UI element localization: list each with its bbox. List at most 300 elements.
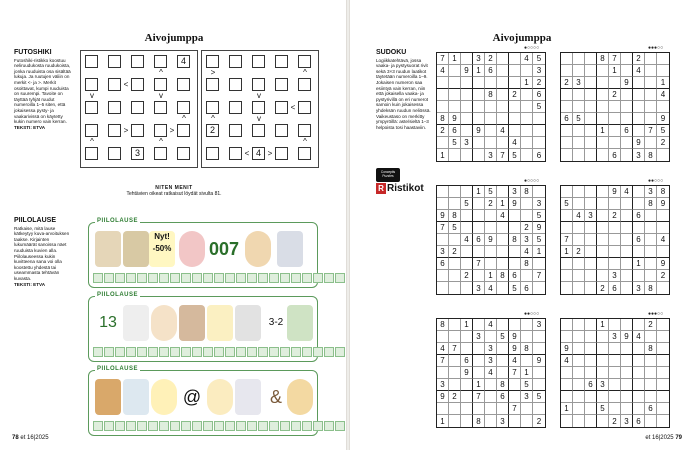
sudoku-cell[interactable]: 5 — [497, 331, 509, 343]
letter-box[interactable] — [302, 421, 312, 431]
sudoku-cell[interactable] — [657, 331, 669, 343]
sudoku-cell[interactable]: 8 — [509, 234, 521, 246]
sudoku-cell[interactable] — [573, 149, 585, 161]
sudoku-cell[interactable] — [521, 210, 533, 222]
futoshiki-cell[interactable] — [252, 124, 265, 137]
sudoku-cell[interactable] — [609, 391, 621, 403]
sudoku-cell[interactable] — [597, 222, 609, 234]
sudoku-cell[interactable] — [561, 270, 573, 282]
letter-box[interactable] — [181, 273, 191, 283]
sudoku-cell[interactable] — [437, 198, 449, 210]
sudoku-cell[interactable] — [609, 367, 621, 379]
futoshiki-cell[interactable] — [229, 147, 242, 160]
sudoku-cell[interactable]: 6 — [645, 403, 657, 415]
sudoku-cell[interactable]: 4 — [657, 89, 669, 101]
sudoku-cell[interactable] — [585, 101, 597, 113]
letter-box[interactable] — [225, 421, 235, 431]
sudoku-cell[interactable] — [437, 101, 449, 113]
sudoku-cell[interactable] — [633, 125, 645, 137]
letter-box[interactable] — [280, 273, 290, 283]
sudoku-cell[interactable] — [521, 319, 533, 331]
sudoku-cell[interactable] — [573, 222, 585, 234]
sudoku-cell[interactable] — [657, 222, 669, 234]
sudoku-cell[interactable]: 1 — [497, 198, 509, 210]
sudoku-cell[interactable] — [497, 137, 509, 149]
sudoku-cell[interactable] — [645, 367, 657, 379]
sudoku-cell[interactable]: 6 — [461, 355, 473, 367]
sudoku-cell[interactable]: 5 — [573, 113, 585, 125]
sudoku-cell[interactable] — [645, 101, 657, 113]
sudoku-cell[interactable]: 3 — [497, 415, 509, 427]
letter-box[interactable] — [335, 273, 345, 283]
sudoku-cell[interactable] — [521, 355, 533, 367]
sudoku-cell[interactable]: 5 — [597, 403, 609, 415]
sudoku-cell[interactable] — [473, 198, 485, 210]
letter-box[interactable] — [159, 273, 169, 283]
letter-box[interactable] — [170, 347, 180, 357]
sudoku-cell[interactable] — [609, 198, 621, 210]
sudoku-cell[interactable] — [461, 113, 473, 125]
sudoku-cell[interactable] — [485, 391, 497, 403]
sudoku-cell[interactable] — [533, 403, 545, 415]
futoshiki-cell[interactable] — [85, 124, 98, 137]
sudoku-cell[interactable]: 3 — [533, 198, 545, 210]
letter-box[interactable] — [148, 347, 158, 357]
sudoku-cell[interactable]: 3 — [585, 210, 597, 222]
sudoku-cell[interactable]: 5 — [521, 379, 533, 391]
sudoku-cell[interactable] — [657, 415, 669, 427]
letter-box[interactable] — [148, 273, 158, 283]
sudoku-cell[interactable] — [449, 89, 461, 101]
sudoku-cell[interactable] — [645, 379, 657, 391]
sudoku-cell[interactable]: 3 — [485, 149, 497, 161]
sudoku-cell[interactable] — [657, 282, 669, 294]
sudoku-cell[interactable] — [597, 331, 609, 343]
sudoku-cell[interactable] — [609, 319, 621, 331]
sudoku-cell[interactable] — [473, 149, 485, 161]
sudoku-cell[interactable]: 3 — [633, 282, 645, 294]
sudoku-cell[interactable]: 2 — [573, 246, 585, 258]
sudoku-cell[interactable]: 7 — [437, 355, 449, 367]
sudoku-cell[interactable] — [437, 282, 449, 294]
sudoku-cell[interactable] — [633, 198, 645, 210]
sudoku-cell[interactable] — [585, 331, 597, 343]
sudoku-cell[interactable] — [497, 222, 509, 234]
sudoku-cell[interactable]: 8 — [645, 282, 657, 294]
sudoku-cell[interactable] — [473, 246, 485, 258]
sudoku-cell[interactable]: 3 — [633, 149, 645, 161]
sudoku-cell[interactable] — [533, 137, 545, 149]
sudoku-cell[interactable]: 2 — [657, 137, 669, 149]
sudoku-cell[interactable] — [585, 198, 597, 210]
sudoku-cell[interactable] — [561, 282, 573, 294]
letter-box[interactable] — [126, 347, 136, 357]
sudoku-cell[interactable]: 1 — [533, 246, 545, 258]
sudoku-cell[interactable] — [609, 246, 621, 258]
futoshiki-cell[interactable] — [275, 124, 288, 137]
sudoku-cell[interactable] — [621, 270, 633, 282]
sudoku-cell[interactable]: 2 — [509, 89, 521, 101]
sudoku-cell[interactable] — [621, 343, 633, 355]
sudoku-cell[interactable]: 8 — [645, 198, 657, 210]
letter-box[interactable] — [159, 421, 169, 431]
sudoku-cell[interactable]: 4 — [485, 367, 497, 379]
letter-box[interactable] — [104, 421, 114, 431]
sudoku-cell[interactable] — [609, 234, 621, 246]
sudoku-cell[interactable]: 1 — [561, 246, 573, 258]
sudoku-cell[interactable]: 2 — [609, 415, 621, 427]
sudoku-cell[interactable] — [509, 77, 521, 89]
letter-box[interactable] — [324, 273, 334, 283]
sudoku-cell[interactable] — [585, 403, 597, 415]
sudoku-cell[interactable]: 1 — [597, 125, 609, 137]
sudoku-cell[interactable] — [533, 258, 545, 270]
sudoku-cell[interactable] — [585, 113, 597, 125]
letter-box[interactable] — [93, 421, 103, 431]
sudoku-cell[interactable] — [597, 246, 609, 258]
letter-box[interactable] — [269, 273, 279, 283]
letter-box[interactable] — [159, 347, 169, 357]
futoshiki-cell[interactable] — [154, 78, 167, 91]
sudoku-cell[interactable] — [633, 355, 645, 367]
futoshiki-cell[interactable] — [154, 55, 167, 68]
sudoku-cell[interactable]: 8 — [521, 186, 533, 198]
sudoku-cell[interactable]: 5 — [449, 137, 461, 149]
sudoku-cell[interactable]: 8 — [521, 258, 533, 270]
sudoku-cell[interactable]: 4 — [521, 53, 533, 65]
sudoku-cell[interactable] — [561, 149, 573, 161]
sudoku-cell[interactable]: 6 — [449, 125, 461, 137]
sudoku-cell[interactable] — [645, 113, 657, 125]
sudoku-cell[interactable]: 9 — [437, 391, 449, 403]
sudoku-cell[interactable] — [561, 222, 573, 234]
sudoku-cell[interactable] — [497, 101, 509, 113]
sudoku-cell[interactable]: 4 — [621, 186, 633, 198]
sudoku-cell[interactable] — [573, 391, 585, 403]
sudoku-cell[interactable] — [533, 113, 545, 125]
letter-box[interactable] — [302, 347, 312, 357]
sudoku-cell[interactable]: 5 — [561, 198, 573, 210]
sudoku-cell[interactable] — [509, 258, 521, 270]
letter-box[interactable] — [137, 273, 147, 283]
sudoku-cell[interactable]: 2 — [485, 53, 497, 65]
sudoku-cell[interactable]: 6 — [609, 149, 621, 161]
sudoku-cell[interactable] — [597, 186, 609, 198]
sudoku-cell[interactable] — [573, 53, 585, 65]
sudoku-cell[interactable] — [497, 258, 509, 270]
sudoku-cell[interactable]: 9 — [657, 198, 669, 210]
sudoku-cell[interactable]: 3 — [521, 391, 533, 403]
sudoku-cell[interactable]: 6 — [561, 113, 573, 125]
sudoku-cell[interactable] — [449, 234, 461, 246]
sudoku-cell[interactable] — [509, 53, 521, 65]
sudoku-cell[interactable]: 3 — [509, 186, 521, 198]
sudoku-cell[interactable]: 4 — [437, 343, 449, 355]
sudoku-cell[interactable]: 2 — [561, 77, 573, 89]
letter-box[interactable] — [93, 347, 103, 357]
sudoku-cell[interactable] — [585, 355, 597, 367]
futoshiki-cell[interactable] — [108, 55, 121, 68]
sudoku-cell[interactable] — [621, 391, 633, 403]
sudoku-cell[interactable] — [585, 53, 597, 65]
sudoku-cell[interactable]: 6 — [585, 379, 597, 391]
sudoku-cell[interactable]: 3 — [461, 137, 473, 149]
sudoku-cell[interactable] — [461, 222, 473, 234]
sudoku-cell[interactable] — [449, 101, 461, 113]
sudoku-cell[interactable] — [597, 367, 609, 379]
sudoku-cell[interactable]: 9 — [657, 258, 669, 270]
sudoku-cell[interactable] — [609, 77, 621, 89]
sudoku-cell[interactable]: 9 — [533, 355, 545, 367]
sudoku-cell[interactable]: 3 — [473, 282, 485, 294]
sudoku-cell[interactable] — [657, 343, 669, 355]
letter-box[interactable] — [214, 347, 224, 357]
sudoku-cell[interactable] — [585, 367, 597, 379]
sudoku-cell[interactable] — [621, 234, 633, 246]
sudoku-cell[interactable]: 1 — [609, 65, 621, 77]
sudoku-cell[interactable] — [609, 258, 621, 270]
sudoku-cell[interactable] — [449, 331, 461, 343]
sudoku-cell[interactable]: 6 — [633, 210, 645, 222]
sudoku-cell[interactable]: 4 — [437, 65, 449, 77]
sudoku-cell[interactable] — [621, 282, 633, 294]
sudoku-cell[interactable] — [533, 379, 545, 391]
sudoku-cell[interactable] — [473, 367, 485, 379]
sudoku-cell[interactable] — [521, 415, 533, 427]
sudoku-cell[interactable] — [585, 391, 597, 403]
sudoku-cell[interactable] — [609, 101, 621, 113]
letter-box[interactable] — [104, 273, 114, 283]
futoshiki-cell[interactable] — [298, 55, 311, 68]
sudoku-cell[interactable] — [533, 331, 545, 343]
letter-box[interactable] — [126, 421, 136, 431]
sudoku-cell[interactable] — [449, 186, 461, 198]
letter-box[interactable] — [247, 347, 257, 357]
letter-box[interactable] — [302, 273, 312, 283]
letter-box[interactable] — [269, 347, 279, 357]
sudoku-cell[interactable]: 1 — [449, 53, 461, 65]
sudoku-cell[interactable]: 5 — [461, 198, 473, 210]
sudoku-cell[interactable]: 2 — [449, 391, 461, 403]
sudoku-cell[interactable] — [561, 210, 573, 222]
sudoku-cell[interactable] — [573, 65, 585, 77]
letter-box[interactable] — [170, 273, 180, 283]
sudoku-cell[interactable] — [509, 65, 521, 77]
sudoku-cell[interactable]: 2 — [609, 210, 621, 222]
sudoku-cell[interactable] — [461, 415, 473, 427]
sudoku-cell[interactable] — [633, 319, 645, 331]
sudoku-cell[interactable]: 4 — [485, 319, 497, 331]
letter-box[interactable] — [247, 421, 257, 431]
sudoku-cell[interactable] — [645, 355, 657, 367]
futoshiki-cell[interactable] — [206, 78, 219, 91]
sudoku-cell[interactable]: 6 — [621, 125, 633, 137]
letter-box[interactable] — [291, 273, 301, 283]
sudoku-cell[interactable] — [533, 343, 545, 355]
futoshiki-cell[interactable] — [252, 78, 265, 91]
sudoku-cell[interactable] — [621, 113, 633, 125]
sudoku-cell[interactable] — [497, 246, 509, 258]
sudoku-cell[interactable] — [609, 403, 621, 415]
sudoku-cell[interactable] — [485, 210, 497, 222]
sudoku-cell[interactable] — [573, 319, 585, 331]
letter-box[interactable] — [170, 421, 180, 431]
sudoku-cell[interactable] — [597, 355, 609, 367]
sudoku-cell[interactable] — [621, 367, 633, 379]
letter-box[interactable] — [104, 347, 114, 357]
sudoku-cell[interactable] — [533, 367, 545, 379]
sudoku-cell[interactable] — [585, 246, 597, 258]
sudoku-cell[interactable]: 7 — [437, 222, 449, 234]
sudoku-cell[interactable] — [645, 53, 657, 65]
letter-box[interactable] — [225, 347, 235, 357]
letter-box[interactable] — [115, 273, 125, 283]
sudoku-cell[interactable]: 4 — [497, 210, 509, 222]
sudoku-cell[interactable] — [497, 113, 509, 125]
sudoku-cell[interactable] — [473, 113, 485, 125]
sudoku-cell[interactable]: 7 — [561, 234, 573, 246]
sudoku-cell[interactable]: 4 — [461, 234, 473, 246]
sudoku-cell[interactable] — [509, 125, 521, 137]
sudoku-cell[interactable] — [621, 101, 633, 113]
sudoku-cell[interactable]: 4 — [657, 234, 669, 246]
sudoku-cell[interactable] — [437, 89, 449, 101]
futoshiki-cell[interactable] — [275, 147, 288, 160]
sudoku-cell[interactable] — [597, 415, 609, 427]
sudoku-cell[interactable]: 8 — [497, 379, 509, 391]
sudoku-cell[interactable]: 9 — [533, 222, 545, 234]
sudoku-cell[interactable] — [621, 258, 633, 270]
futoshiki-cell[interactable] — [177, 147, 190, 160]
sudoku-cell[interactable] — [597, 270, 609, 282]
sudoku-cell[interactable] — [633, 379, 645, 391]
sudoku-cell[interactable] — [473, 101, 485, 113]
sudoku-cell[interactable]: 5 — [533, 53, 545, 65]
sudoku-cell[interactable] — [509, 222, 521, 234]
letter-box[interactable] — [313, 421, 323, 431]
sudoku-cell[interactable]: 5 — [533, 101, 545, 113]
sudoku-cell[interactable]: 4 — [509, 355, 521, 367]
letter-box[interactable] — [335, 421, 345, 431]
sudoku-cell[interactable] — [633, 77, 645, 89]
sudoku-cell[interactable] — [573, 270, 585, 282]
sudoku-cell[interactable] — [449, 65, 461, 77]
sudoku-cell[interactable] — [437, 331, 449, 343]
sudoku-cell[interactable] — [509, 319, 521, 331]
sudoku-cell[interactable]: 9 — [509, 198, 521, 210]
sudoku-cell[interactable] — [597, 210, 609, 222]
sudoku-cell[interactable] — [573, 89, 585, 101]
sudoku-cell[interactable] — [597, 198, 609, 210]
sudoku-cell[interactable] — [609, 379, 621, 391]
letter-box[interactable] — [192, 273, 202, 283]
letter-box[interactable] — [280, 421, 290, 431]
sudoku-cell[interactable]: 3 — [609, 331, 621, 343]
letter-box[interactable] — [236, 273, 246, 283]
sudoku-cell[interactable] — [585, 319, 597, 331]
sudoku-cell[interactable] — [473, 355, 485, 367]
sudoku-cell[interactable] — [645, 270, 657, 282]
sudoku-cell[interactable] — [473, 210, 485, 222]
sudoku-cell[interactable] — [597, 343, 609, 355]
futoshiki-cell[interactable] — [85, 55, 98, 68]
sudoku-cell[interactable] — [657, 367, 669, 379]
sudoku-cell[interactable]: 8 — [521, 343, 533, 355]
sudoku-cell[interactable]: 7 — [449, 343, 461, 355]
futoshiki-cell[interactable] — [108, 124, 121, 137]
sudoku-cell[interactable] — [461, 77, 473, 89]
sudoku-cell[interactable]: 8 — [437, 319, 449, 331]
sudoku-cell[interactable] — [461, 125, 473, 137]
futoshiki-cell[interactable] — [298, 124, 311, 137]
sudoku-cell[interactable] — [633, 403, 645, 415]
sudoku-cell[interactable]: 3 — [437, 246, 449, 258]
sudoku-cell[interactable] — [609, 222, 621, 234]
futoshiki-cell[interactable] — [154, 147, 167, 160]
sudoku-cell[interactable] — [533, 125, 545, 137]
letter-box[interactable] — [280, 347, 290, 357]
sudoku-cell[interactable] — [485, 222, 497, 234]
sudoku-cell[interactable] — [573, 331, 585, 343]
letter-box[interactable] — [335, 347, 345, 357]
sudoku-cell[interactable]: 9 — [509, 343, 521, 355]
futoshiki-cell[interactable] — [108, 147, 121, 160]
letter-box[interactable] — [291, 421, 301, 431]
sudoku-cell[interactable] — [621, 198, 633, 210]
sudoku-cell[interactable] — [609, 125, 621, 137]
sudoku-cell[interactable] — [497, 343, 509, 355]
sudoku-cell[interactable] — [573, 379, 585, 391]
futoshiki-cell[interactable] — [177, 124, 190, 137]
futoshiki-cell[interactable] — [275, 55, 288, 68]
sudoku-cell[interactable] — [497, 319, 509, 331]
sudoku-cell[interactable] — [497, 53, 509, 65]
sudoku-cell[interactable] — [509, 246, 521, 258]
sudoku-cell[interactable] — [461, 379, 473, 391]
sudoku-cell[interactable] — [437, 137, 449, 149]
sudoku-cell[interactable]: 9 — [461, 367, 473, 379]
letter-box[interactable] — [203, 273, 213, 283]
sudoku-cell[interactable]: 2 — [533, 77, 545, 89]
sudoku-cell[interactable]: 7 — [497, 149, 509, 161]
sudoku-cell[interactable] — [657, 379, 669, 391]
futoshiki-cell[interactable] — [131, 78, 144, 91]
sudoku-cell[interactable]: 3 — [533, 65, 545, 77]
sudoku-cell[interactable] — [485, 258, 497, 270]
sudoku-cell[interactable] — [645, 246, 657, 258]
sudoku-cell[interactable] — [597, 234, 609, 246]
sudoku-cell[interactable]: 4 — [509, 137, 521, 149]
sudoku-cell[interactable]: 3 — [621, 415, 633, 427]
sudoku-cell[interactable]: 4 — [573, 210, 585, 222]
sudoku-cell[interactable] — [497, 282, 509, 294]
sudoku-cell[interactable]: 2 — [645, 319, 657, 331]
futoshiki-cell[interactable]: 3 — [131, 147, 144, 160]
sudoku-cell[interactable]: 5 — [485, 186, 497, 198]
sudoku-cell[interactable]: 1 — [597, 319, 609, 331]
sudoku-cell[interactable]: 6 — [609, 282, 621, 294]
sudoku-cell[interactable] — [521, 113, 533, 125]
letter-box[interactable] — [148, 421, 158, 431]
sudoku-cell[interactable] — [585, 270, 597, 282]
sudoku-cell[interactable]: 6 — [485, 65, 497, 77]
sudoku-cell[interactable] — [561, 415, 573, 427]
sudoku-cell[interactable] — [561, 125, 573, 137]
sudoku-cell[interactable] — [657, 149, 669, 161]
sudoku-cell[interactable]: 1 — [437, 415, 449, 427]
sudoku-cell[interactable] — [585, 77, 597, 89]
sudoku-cell[interactable]: 7 — [473, 258, 485, 270]
